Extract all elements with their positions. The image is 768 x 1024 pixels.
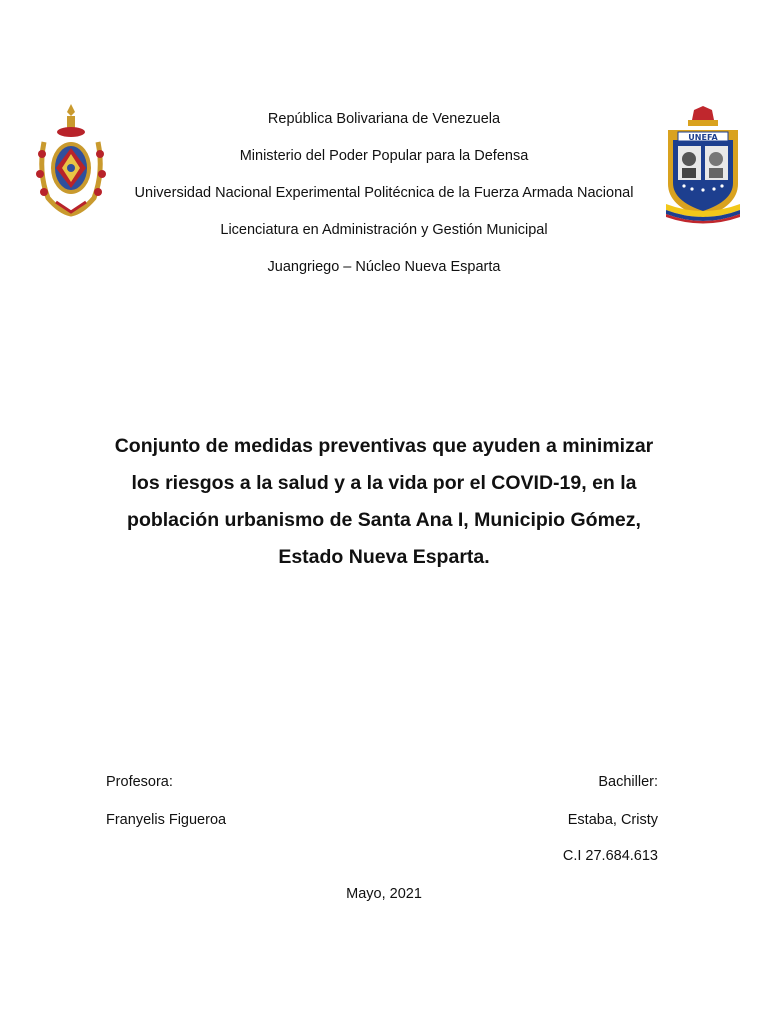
document-title [84, 428, 684, 576]
header-line-program: Licenciatura en Administración y Gestión Municipal [220, 222, 548, 238]
header-line-ministry: Ministerio del Poder Popular para la Defensa [239, 148, 529, 164]
svg-text:UNEFA: UNEFA [688, 133, 718, 142]
title-line: población urbanismo de Santa Ana I, Municipio Gómez, [127, 509, 641, 531]
header-line-university: Universidad Nacional Experimental Politécnica de la Fuerza Armada Nacional [134, 185, 634, 201]
title-line: los riesgos a la salud y a la vida por el COVID-19, en la [131, 472, 637, 494]
student-id: C.I 27.684.613 [562, 848, 658, 864]
student-label: Bachiller: [598, 774, 658, 790]
header-line-republic: República Bolivariana de Venezuela [267, 111, 501, 127]
professor-label: Profesora: [106, 774, 173, 790]
professor-name: Franyelis Figueroa [106, 812, 227, 828]
header-line-campus: Juangriego – Núcleo Nueva Esparta [267, 259, 501, 275]
document-date: Mayo, 2021 [346, 886, 422, 902]
student-name: Estaba, Cristy [567, 812, 658, 828]
title-line: Conjunto de medidas preventivas que ayuden a minimizar [114, 435, 654, 457]
title-line: Estado Nueva Esparta. [278, 546, 490, 568]
